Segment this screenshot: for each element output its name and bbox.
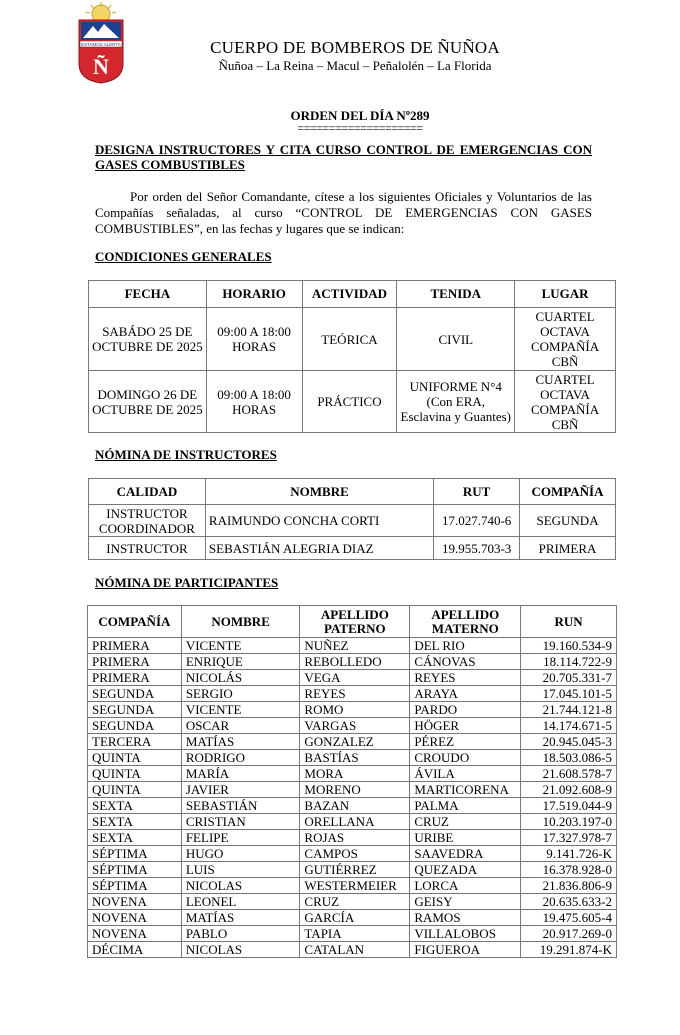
table-cell: 9.141.726-K [521,846,617,862]
table-cell: GEISY [410,894,521,910]
table-cell: 20.945.045-3 [521,734,617,750]
table-cell: MARTICORENA [410,782,521,798]
table-cell: PRIMERA [88,638,182,654]
table-cell: RODRIGO [181,750,300,766]
table-cell: JAVIER [181,782,300,798]
column-header: APELLIDO MATERNO [410,606,521,638]
table-cell: 20.635.633-2 [521,894,617,910]
table-cell: UNIFORME N°4 (Con ERA, Esclavina y Guantes) [397,371,515,433]
table-cell: QUINTA [88,750,182,766]
table-cell: TEÓRICA [302,308,397,371]
table-row [88,926,617,942]
table-cell: PARDO [410,702,521,718]
table-cell: 18.503.086-5 [521,750,617,766]
table-header-row [89,281,616,308]
table-cell: DOMINGO 26 DE OCTUBRE DE 2025 [89,371,207,433]
table-cell: 14.174.671-5 [521,718,617,734]
table-cell: FIGUEROA [410,942,521,958]
table-row [88,766,617,782]
table-cell: NICOLÁS [181,670,300,686]
table-cell: SEXTA [88,830,182,846]
table-cell: SÉPTIMA [88,862,182,878]
column-header: ACTIVIDAD [302,281,397,308]
table-cell: SEGUNDA [520,505,616,537]
table-cell: INSTRUCTOR COORDINADOR [89,505,206,537]
table-cell: NOVENA [88,894,182,910]
table-cell: PRIMERA [88,670,182,686]
table-cell: PRIMERA [88,654,182,670]
table-cell: URIBE [410,830,521,846]
table-cell: VICENTE [181,638,300,654]
column-header: APELLIDO PATERNO [300,606,410,638]
table-cell: 20.705.331-7 [521,670,617,686]
table-cell: BAZAN [300,798,410,814]
table-row [89,537,616,560]
table-cell: 16.378.928-0 [521,862,617,878]
table-cell: SEGUNDA [88,686,182,702]
table-cell: GARCÍA [300,910,410,926]
table-cell: 18.114.722-9 [521,654,617,670]
column-header: TENIDA [397,281,515,308]
fire-department-crest-logo [76,2,126,84]
table-cell: 17.027.740-6 [434,505,520,537]
table-cell: SAAVEDRA [410,846,521,862]
table-cell: CRUZ [410,814,521,830]
table-row [88,942,617,958]
table-cell: 10.203.197-0 [521,814,617,830]
table-cell: SEGUNDA [88,718,182,734]
participants-table [87,605,617,958]
table-row [88,798,617,814]
table-cell: DÉCIMA [88,942,182,958]
instructors-heading: NÓMINA DE INSTRUCTORES [95,447,277,462]
table-cell: SEGUNDA [88,702,182,718]
table-cell: BASTÍAS [300,750,410,766]
table-row [88,686,617,702]
table-cell: DEL RIO [410,638,521,654]
table-cell: MATÍAS [181,910,300,926]
table-cell: SEXTA [88,814,182,830]
table-cell: MARÍA [181,766,300,782]
table-row [88,782,617,798]
table-cell: ARAYA [410,686,521,702]
table-cell: CUARTEL OCTAVA COMPAÑÍA CBÑ [515,308,616,371]
column-header: HORARIO [206,281,302,308]
table-cell: VARGAS [300,718,410,734]
table-row [89,505,616,537]
table-cell: TERCERA [88,734,182,750]
table-cell: 20.917.269-0 [521,926,617,942]
column-header: COMPAÑÍA [88,606,182,638]
table-cell: CIVIL [397,308,515,371]
table-cell: HÖGER [410,718,521,734]
table-cell: WESTERMEIER [300,878,410,894]
table-row [88,878,617,894]
table-cell: ENRIQUE [181,654,300,670]
table-row [88,670,617,686]
table-cell: QUEZADA [410,862,521,878]
table-cell: NUÑEZ [300,638,410,654]
table-cell: GONZALEZ [300,734,410,750]
table-cell: MATÍAS [181,734,300,750]
table-cell: CATALAN [300,942,410,958]
table-cell: LUIS [181,862,300,878]
table-row [88,846,617,862]
table-row [88,638,617,654]
table-row [88,702,617,718]
table-cell: 21.092.608-9 [521,782,617,798]
table-cell: SÉPTIMA [88,846,182,862]
table-cell: ROMO [300,702,410,718]
table-cell: REYES [300,686,410,702]
table-cell: NOVENA [88,910,182,926]
logo-letter: Ñ [93,54,109,79]
column-header: NOMBRE [181,606,300,638]
column-header: RUT [434,479,520,505]
table-cell: OSCAR [181,718,300,734]
table-cell: SABÁDO 25 DE OCTUBRE DE 2025 [89,308,207,371]
table-cell: SÉPTIMA [88,878,182,894]
table-cell: PRÁCTICO [302,371,397,433]
table-cell: CRISTIAN [181,814,300,830]
order-paragraph: Por orden del Señor Comandante, cítese a los siguientes Oficiales y Voluntarios de las Compañías señaladas, al curso “CONTROL DE EMERGENCIAS CON GASES COMBUSTIBLES”, en las fechas y lugares que se indican: [95,189,592,236]
participants-body [88,638,617,958]
table-cell: REYES [410,670,521,686]
table-cell: PALMA [410,798,521,814]
table-cell: 21.608.578-7 [521,766,617,782]
table-cell: NICOLAS [181,942,300,958]
column-header: NOMBRE [205,479,433,505]
table-cell: INSTRUCTOR [89,537,206,560]
table-cell: CRUZ [300,894,410,910]
table-cell: 09:00 A 18:00 HORAS [206,371,302,433]
instructors-table [88,478,616,560]
table-cell: NICOLAS [181,878,300,894]
organization-subtitle: Ñuñoa – La Reina – Macul – Peñalolén – La Florida [218,58,492,73]
table-cell: QUINTA [88,782,182,798]
table-row [89,308,616,371]
table-cell: LORCA [410,878,521,894]
table-cell: GUTIÉRREZ [300,862,410,878]
table-cell: 19.160.534-9 [521,638,617,654]
table-cell: CÁNOVAS [410,654,521,670]
table-row [88,894,617,910]
table-cell: 19.475.605-4 [521,910,617,926]
participants-heading: NÓMINA DE PARTICIPANTES [95,575,279,590]
table-cell: SEBASTIÁN [181,798,300,814]
table-cell: PRIMERA [520,537,616,560]
table-cell: LEONEL [181,894,300,910]
table-cell: HUGO [181,846,300,862]
order-title-rule: ==================== [297,121,423,135]
order-title: ORDEN DEL DÍA Nº289 [290,108,430,123]
table-row [88,910,617,926]
table-cell: 19.291.874-K [521,942,617,958]
table-row [88,734,617,750]
table-cell: 19.955.703-3 [434,537,520,560]
table-cell: VILLALOBOS [410,926,521,942]
table-cell: 09:00 A 18:00 HORAS [206,308,302,371]
table-cell: 21.836.806-9 [521,878,617,894]
table-row [88,718,617,734]
table-row [88,830,617,846]
column-header: FECHA [89,281,207,308]
table-row [89,371,616,433]
column-header: LUGAR [515,281,616,308]
conditions-table [88,280,616,433]
table-cell: CUARTEL OCTAVA COMPAÑÍA CBÑ [515,371,616,433]
table-row [88,654,617,670]
table-row [88,814,617,830]
order-subject: DESIGNA INSTRUCTORES Y CITA CURSO CONTROL DE EMERGENCIAS CON GASES COMBUSTIBLES [95,142,592,172]
table-cell: ÁVILA [410,766,521,782]
column-header: RUN [521,606,617,638]
table-cell: VICENTE [181,702,300,718]
table-cell: CAMPOS [300,846,410,862]
table-row [88,862,617,878]
column-header: COMPAÑÍA [520,479,616,505]
table-cell: CROUDO [410,750,521,766]
table-header-row [88,606,617,638]
column-header: CALIDAD [89,479,206,505]
table-cell: 17.327.978-7 [521,830,617,846]
table-cell: ROJAS [300,830,410,846]
organization-title: CUERPO DE BOMBEROS DE ÑUÑOA [210,38,500,57]
table-cell: FELIPE [181,830,300,846]
table-cell: MORENO [300,782,410,798]
table-cell: 21.744.121-8 [521,702,617,718]
table-header-row [89,479,616,505]
table-cell: RAMOS [410,910,521,926]
logo-banner-text: ESTAMOS ALERTA [81,42,121,47]
table-cell: RAIMUNDO CONCHA CORTI [205,505,433,537]
table-cell: SERGIO [181,686,300,702]
conditions-heading: CONDICIONES GENERALES [95,249,272,264]
table-cell: 17.519.044-9 [521,798,617,814]
table-cell: 17.045.101-5 [521,686,617,702]
table-cell: SEXTA [88,798,182,814]
table-cell: PÉREZ [410,734,521,750]
table-row [88,750,617,766]
table-cell: REBOLLEDO [300,654,410,670]
table-cell: TAPIA [300,926,410,942]
table-cell: PABLO [181,926,300,942]
table-cell: NOVENA [88,926,182,942]
table-cell: ORELLANA [300,814,410,830]
table-cell: VEGA [300,670,410,686]
table-cell: QUINTA [88,766,182,782]
table-cell: SEBASTIÁN ALEGRIA DIAZ [205,537,433,560]
table-cell: MORA [300,766,410,782]
